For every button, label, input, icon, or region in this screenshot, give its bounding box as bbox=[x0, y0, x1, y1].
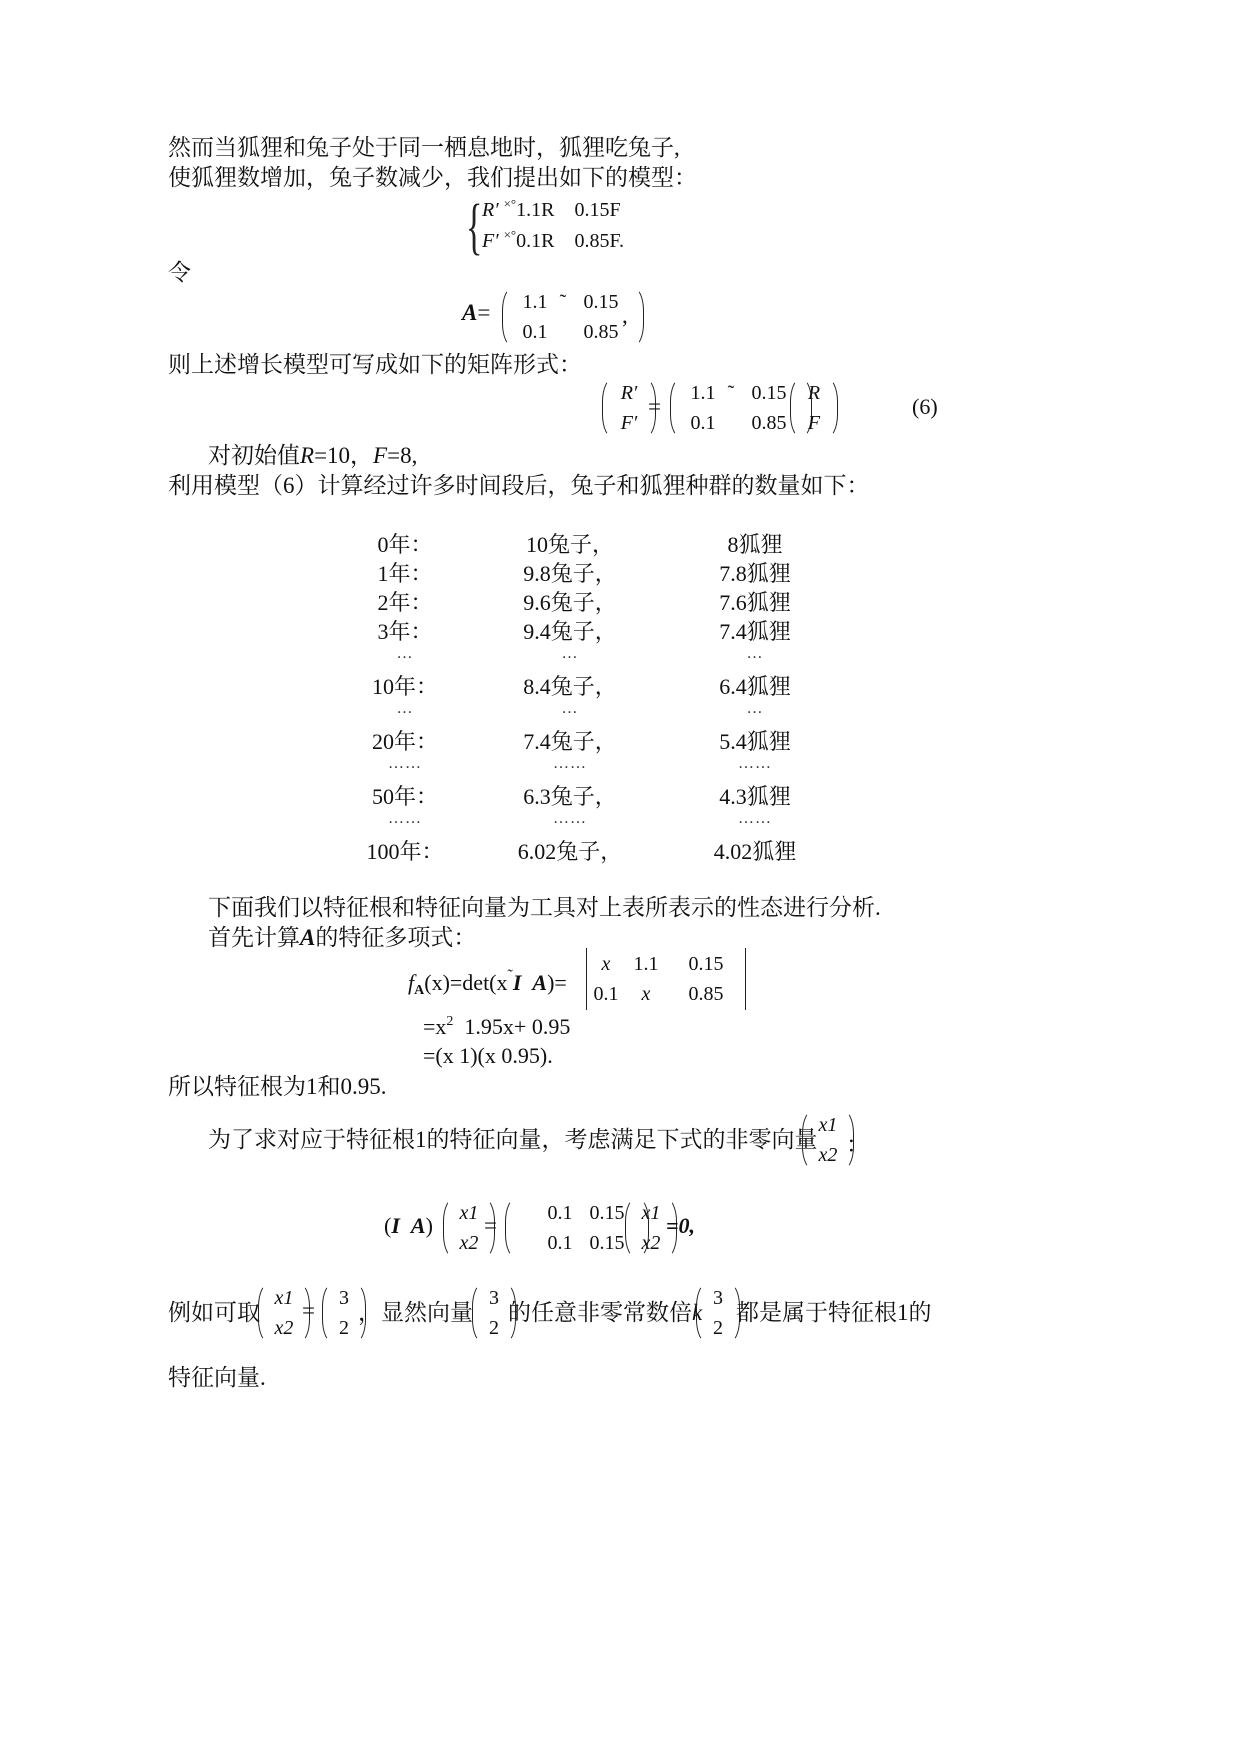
table-cell-foxes: 7.6狐狸 bbox=[719, 590, 791, 615]
table-cell-year: 50年： bbox=[371, 784, 438, 809]
table-cell-year: 100年： bbox=[366, 839, 444, 864]
table-cell-rabbits: … bbox=[561, 700, 579, 717]
closing-text: 特征向量. bbox=[168, 1365, 266, 1390]
table-row bbox=[345, 528, 835, 559]
table-row bbox=[345, 700, 835, 718]
example-middle: ，显然向量 bbox=[358, 1300, 473, 1325]
table-cell-foxes: … bbox=[746, 645, 764, 662]
char-poly-def: $f_A(x)=\det(x^˜I$ A)= bbox=[408, 967, 567, 998]
table-cell-rabbits: 9.6兔子， bbox=[523, 590, 617, 615]
matrix-a-comma: , bbox=[622, 303, 628, 328]
example-equals: = bbox=[302, 1298, 315, 1323]
rhs-vector: R F bbox=[790, 378, 838, 438]
example-prefix: 例如可取 bbox=[168, 1300, 260, 1325]
eigen-eq-vector: x1 x2 bbox=[443, 1198, 495, 1258]
table-cell-foxes: 8狐狸 bbox=[727, 532, 783, 557]
table-row bbox=[345, 670, 835, 701]
table-cell-foxes: …… bbox=[738, 755, 772, 772]
table-cell-foxes: … bbox=[746, 700, 764, 717]
table-row bbox=[345, 586, 835, 617]
table-cell-year: …… bbox=[388, 755, 422, 772]
table-row bbox=[345, 557, 835, 588]
matrix-a-cell: 1.1 bbox=[522, 291, 548, 313]
table-cell-foxes: 4.3狐狸 bbox=[719, 784, 791, 809]
matrix-a-cell: 0.1 bbox=[522, 321, 548, 343]
matrix-a-cell: 0.15 bbox=[583, 291, 619, 313]
table-cell-rabbits: …… bbox=[553, 755, 587, 772]
table-cell-rabbits: 9.8兔子， bbox=[523, 561, 617, 586]
lhs-vector: R′ F′ bbox=[602, 378, 656, 438]
table-cell-year: 20年： bbox=[371, 729, 438, 754]
system-eq-2: F′ ×°0.1R 0.85F. bbox=[482, 227, 624, 252]
table-cell-foxes: 7.4狐狸 bbox=[719, 619, 791, 644]
table-cell-rabbits: 6.3兔子， bbox=[523, 784, 617, 809]
char-poly-text: 首先计算A的特征多项式： bbox=[208, 925, 477, 950]
table-cell-rabbits: 6.02兔子， bbox=[517, 839, 623, 864]
table-row bbox=[345, 780, 835, 811]
char-poly-expanded: $=x^2$ 1.95x+ 0.95 bbox=[423, 1014, 571, 1039]
eigen-eq-result: =0, bbox=[666, 1213, 696, 1238]
example-value-vector: 3 2 bbox=[322, 1283, 366, 1343]
table-cell-foxes: 7.8狐狸 bbox=[719, 561, 791, 586]
table-cell-year: 0年： bbox=[377, 532, 433, 557]
coefficient-matrix: 1.1 ˜ 0.15 0.1 0.85 bbox=[670, 378, 812, 438]
table-cell-year: 1年： bbox=[377, 561, 433, 586]
intro-line-2: 使狐狸数增加，兔子数减少，我们提出如下的模型： bbox=[168, 165, 697, 190]
initial-values: 对初始值R=10，F=8, bbox=[208, 443, 418, 468]
let-word: 令 bbox=[168, 260, 191, 285]
example-suffix: 都是属于特征根1的 bbox=[736, 1300, 932, 1325]
system-brace: { bbox=[466, 193, 483, 261]
table-cell-year: 3年： bbox=[377, 619, 433, 644]
table-cell-rabbits: 7.4兔子， bbox=[523, 729, 617, 754]
table-row bbox=[345, 725, 835, 756]
table-cell-foxes: 4.02狐狸 bbox=[713, 839, 797, 864]
table-cell-year: …… bbox=[388, 810, 422, 827]
table-cell-rabbits: 10兔子， bbox=[525, 532, 614, 557]
table-cell-year: … bbox=[396, 645, 414, 662]
determinant: x 1.1 0.15 0.1 x 0.85 bbox=[586, 948, 746, 1010]
eigen-eq-lhs: (I A) bbox=[384, 1213, 433, 1238]
intro-line-1: 然而当狐狸和兔子处于同一栖息地时，狐狸吃兔子, bbox=[168, 135, 680, 160]
eigen-eq-equals: = bbox=[484, 1213, 497, 1238]
matrix-a-label: A= bbox=[462, 300, 491, 325]
roots-text: 所以特征根为1和0.95. bbox=[168, 1074, 387, 1099]
example-vector: x1 x2 bbox=[258, 1283, 310, 1343]
analysis-text: 下面我们以特征根和特征向量为工具对上表所表示的性态进行分析. bbox=[208, 895, 881, 920]
table-cell-year: 10年： bbox=[371, 674, 438, 699]
equation-label: (6) bbox=[912, 394, 938, 419]
char-poly-factored: =(x 1)(x 0.95). bbox=[423, 1043, 553, 1068]
eigvec-text: 为了求对应于特征根1的特征向量，考虑满足下式的非零向量 bbox=[208, 1127, 818, 1152]
matrix-a-cell: ˜ bbox=[559, 291, 567, 313]
table-cell-rabbits: …… bbox=[553, 810, 587, 827]
system-eq-1: R′ ×°1.1R 0.15F bbox=[482, 196, 621, 221]
eigvec-colon: ： bbox=[846, 1132, 869, 1157]
example-vector-3-2: 3 2 bbox=[472, 1283, 516, 1343]
eigen-eq-vector-2: x1 x2 bbox=[625, 1198, 677, 1258]
example-middle-2: 的任意非零常数倍k bbox=[508, 1300, 703, 1325]
table-row bbox=[345, 810, 835, 828]
table-row bbox=[345, 645, 835, 663]
compute-text: 利用模型（6）计算经过许多时间段后，兔子和狐狸种群的数量如下： bbox=[168, 473, 870, 498]
table-row bbox=[345, 835, 835, 866]
table-cell-rabbits: 9.4兔子， bbox=[523, 619, 617, 644]
eigvec-vector: x1 x2 bbox=[802, 1110, 854, 1170]
table-cell-rabbits: … bbox=[561, 645, 579, 662]
table-row bbox=[345, 755, 835, 773]
matrix-a-cell bbox=[553, 318, 573, 346]
table-cell-foxes: 5.4狐狸 bbox=[719, 729, 791, 754]
matrix-form-text: 则上述增长模型可写成如下的矩阵形式： bbox=[168, 352, 582, 377]
table-cell-year: … bbox=[396, 700, 414, 717]
matrix-eq-equals: = bbox=[648, 394, 661, 419]
example-vector-k: 3 2 bbox=[696, 1283, 740, 1343]
table-row bbox=[345, 615, 835, 646]
matrix-a-cell: 0.85 bbox=[583, 321, 619, 343]
table-cell-foxes: …… bbox=[738, 810, 772, 827]
eigen-eq-matrix: 0.1 0.15 0.1 0.15 bbox=[505, 1198, 649, 1258]
table-cell-rabbits: 8.4兔子， bbox=[523, 674, 617, 699]
table-cell-foxes: 6.4狐狸 bbox=[719, 674, 791, 699]
table-cell-year: 2年： bbox=[377, 590, 433, 615]
